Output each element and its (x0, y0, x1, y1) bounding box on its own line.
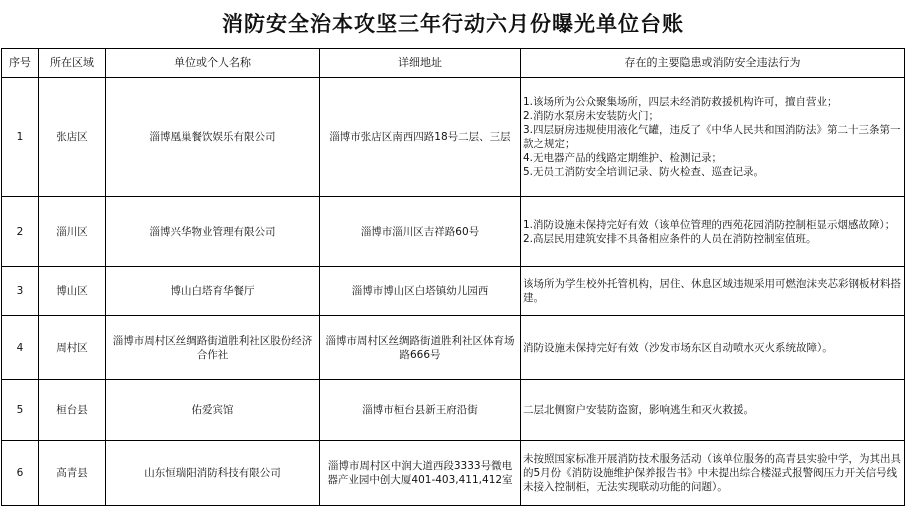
issue-line: 3.四层厨房违规使用液化气罐，违反了《中华人民共和国消防法》第二十三条第一款之规定； (523, 124, 901, 150)
cell-address: 淄博市周村区中润大道西段3333号微电器产业园中创大厦401-403,411,412室 (320, 441, 521, 506)
cell-issues (521, 197, 905, 267)
cell-no: 5 (2, 380, 39, 441)
table-row (2, 380, 905, 441)
table-row (2, 267, 905, 316)
page-title: 消防安全治本攻坚三年行动六月份曝光单位台账 (222, 12, 684, 36)
cell-region: 周村区 (39, 316, 106, 380)
table-header-row (2, 49, 905, 78)
cell-region: 张店区 (39, 78, 106, 197)
issue-line: 2.消防水泵房未安装防火门； (523, 110, 660, 122)
issue-line: 该场所为学生校外托管机构，居住、休息区域违规采用可燃泡沫夹芯彩钢板材料搭建。 (523, 278, 901, 304)
table-row (2, 78, 905, 197)
cell-no: 6 (2, 441, 39, 506)
cell-issues (521, 78, 905, 197)
cell-address: 淄博市博山区白塔镇幼儿园西 (320, 267, 521, 316)
cell-region: 博山区 (39, 267, 106, 316)
header-no: 序号 (2, 49, 39, 78)
issue-line: 5.无员工消防安全培训记录、防火检查、巡查记录。 (523, 166, 765, 178)
cell-address: 淄博市张店区南西四路18号二层、三层 (320, 78, 521, 197)
table-row (2, 316, 905, 380)
cell-region: 淄川区 (39, 197, 106, 267)
header-name: 单位或个人名称 (106, 49, 320, 78)
issue-line: 4.无电器产品的线路定期维护、检测记录； (523, 152, 723, 164)
cell-name: 淄博凰巢餐饮娱乐有限公司 (106, 78, 320, 197)
cell-address: 淄博市桓台县新王府沿街 (320, 380, 521, 441)
cell-issues (521, 441, 905, 506)
cell-name: 山东恒瑞阳消防科技有限公司 (106, 441, 320, 506)
cell-region: 高青县 (39, 441, 106, 506)
cell-name: 淄博市周村区丝绸路街道胜利社区股份经济合作社 (106, 316, 320, 380)
cell-issues (521, 267, 905, 316)
cell-name: 博山白塔育华餐厅 (106, 267, 320, 316)
issue-line: 消防设施未保持完好有效（沙发市场东区自动喷水灭火系统故障）。 (523, 341, 833, 354)
cell-no: 2 (2, 197, 39, 267)
cell-issues (521, 316, 905, 380)
header-address: 详细地址 (320, 49, 521, 78)
issue-line: 2.高层民用建筑安排不具备相应条件的人员在消防控制室值班。 (523, 232, 817, 245)
cell-no: 1 (2, 78, 39, 197)
cell-name: 淄博兴华物业管理有限公司 (106, 197, 320, 267)
issue-line: 1.该场所为公众聚集场所，四层未经消防救援机构许可，擅自营业； (523, 96, 838, 108)
issue-line: 1.消防设施未保持完好有效（该单位管理的西苑花园消防控制柜显示烟感故障）； (523, 218, 896, 231)
cell-issues (521, 380, 905, 441)
issue-line: 二层北侧窗户安装防盗窗，影响逃生和灭火救援。 (523, 404, 754, 416)
header-region: 所在区域 (39, 49, 106, 78)
cell-address: 淄博市周村区丝绸路街道胜利社区体育场路666号 (320, 316, 521, 380)
table-row (2, 197, 905, 267)
table-row (2, 441, 905, 506)
issue-line: 未按照国家标准开展消防技术服务活动（该单位服务的高青县实验中学，为其出具的5月份《消防设施维护保养报告书》中未提出综合楼湿式报警阀压力开关信号线未接入控制柜，无法实现联动功能的问题）。 (523, 453, 901, 493)
header-issues: 存在的主要隐患或消防安全违法行为 (521, 49, 905, 78)
cell-name: 佑爱宾馆 (106, 380, 320, 441)
cell-no: 3 (2, 267, 39, 316)
cell-address: 淄博市淄川区吉祥路60号 (320, 197, 521, 267)
cell-no: 4 (2, 316, 39, 380)
exposure-ledger-table (1, 48, 905, 506)
cell-region: 桓台县 (39, 380, 106, 441)
